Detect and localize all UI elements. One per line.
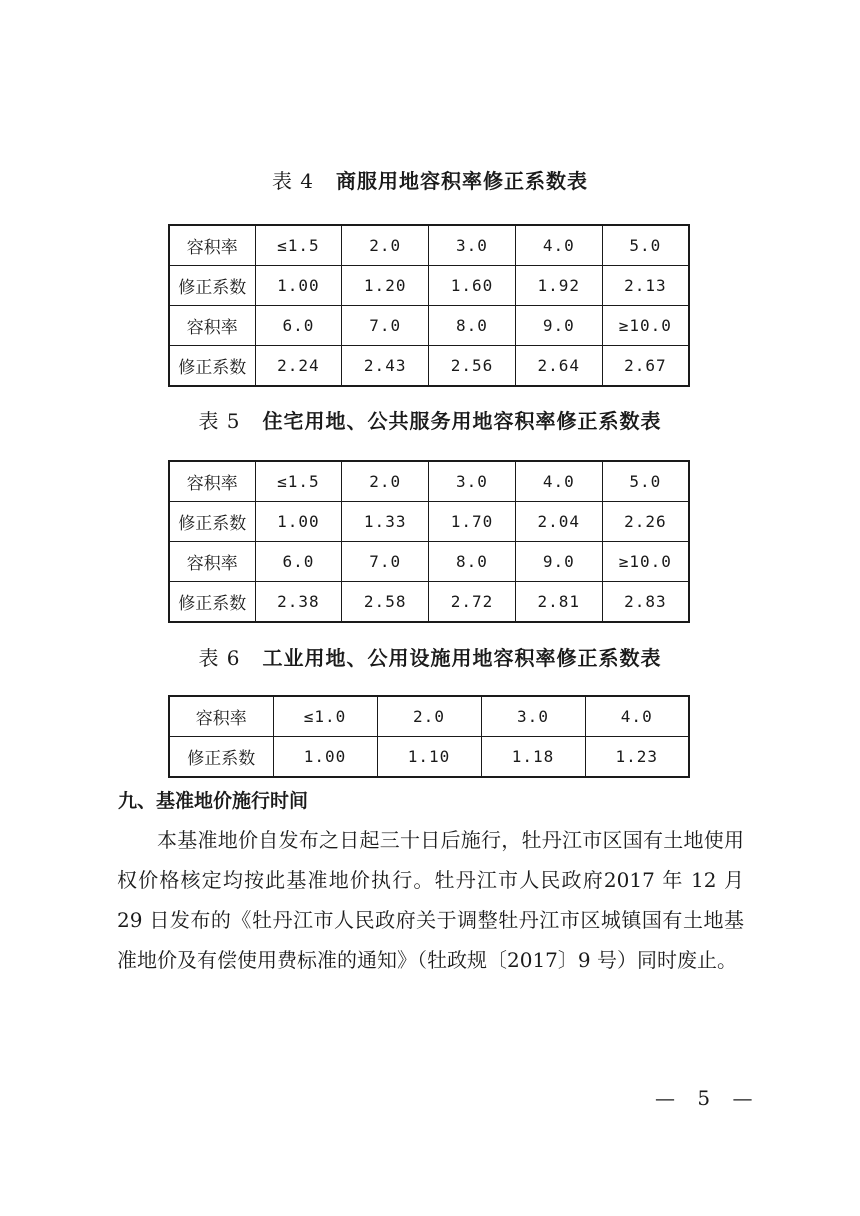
table-5-title: 住宅用地、公共服务用地容积率修正系数表: [262, 409, 662, 433]
table-cell: 1.60: [429, 266, 516, 306]
table-6: [168, 695, 690, 778]
table-row: [169, 542, 689, 582]
table-row: [169, 737, 689, 778]
table-cell: 2.0: [377, 696, 481, 737]
table-cell: 9.0: [515, 542, 602, 582]
table-4-number: 表 4: [271, 169, 315, 193]
table-cell: ≥10.0: [602, 306, 689, 346]
table-cell: 6.0: [255, 542, 342, 582]
table-row: [169, 502, 689, 542]
table-cell: 2.24: [255, 346, 342, 387]
table-cell: 1.00: [273, 737, 377, 778]
table-cell: 1.33: [342, 502, 429, 542]
table-cell: 5.0: [602, 461, 689, 502]
row-label: 容积率: [169, 696, 273, 737]
table-cell: ≤1.5: [255, 461, 342, 502]
table-cell: 2.64: [515, 346, 602, 387]
table-cell: 1.23: [585, 737, 689, 778]
table-cell: 5.0: [602, 225, 689, 266]
table-row: [169, 225, 689, 266]
table-cell: 4.0: [515, 225, 602, 266]
row-label: 修正系数: [169, 582, 255, 623]
table-cell: 1.18: [481, 737, 585, 778]
table-cell: 2.0: [342, 225, 429, 266]
table-row: [169, 346, 689, 387]
table-row: [169, 306, 689, 346]
page-number: — 5 —: [655, 1086, 761, 1110]
section-heading: 九、基准地价施行时间: [118, 790, 309, 812]
table-cell: 2.56: [429, 346, 516, 387]
table-cell: 2.58: [342, 582, 429, 623]
table-cell: 2.04: [515, 502, 602, 542]
table-cell: 1.00: [255, 266, 342, 306]
table-row: [169, 266, 689, 306]
table-6-title: 工业用地、公用设施用地容积率修正系数表: [262, 646, 662, 670]
table-4-caption: [0, 166, 860, 196]
row-label: 修正系数: [169, 502, 255, 542]
table-cell: 9.0: [515, 306, 602, 346]
table-cell: ≤1.0: [273, 696, 377, 737]
table-cell: 1.00: [255, 502, 342, 542]
table-row: [169, 696, 689, 737]
table-cell: 2.26: [602, 502, 689, 542]
table-cell: 2.38: [255, 582, 342, 623]
table-cell: 6.0: [255, 306, 342, 346]
table-cell: 1.92: [515, 266, 602, 306]
table-cell: 7.0: [342, 542, 429, 582]
table-row: [169, 461, 689, 502]
row-label: 修正系数: [169, 737, 273, 778]
table-4: [168, 224, 690, 387]
table-cell: 2.0: [342, 461, 429, 502]
table-cell: 8.0: [429, 306, 516, 346]
table-6-caption: [0, 643, 860, 673]
table-cell: 4.0: [515, 461, 602, 502]
row-label: 容积率: [169, 225, 255, 266]
table-5-caption: [0, 406, 860, 436]
table-5-number: 表 5: [198, 409, 241, 433]
row-label: 修正系数: [169, 346, 255, 387]
section-paragraph: 本基准地价自发布之日起三十日后施行，牡丹江市区国有土地使用权价格核定均按此基准地价执行。牡丹江市人民政府2017 年 12 月 29 日发布的《牡丹江市人民政府关于调整牡丹江市区城镇国有土地基准地价及有偿使用费标准的通知》（牡政规〔2017〕9 号）同时废止。: [117, 828, 744, 972]
row-label: 修正系数: [169, 266, 255, 306]
table-cell: 1.10: [377, 737, 481, 778]
table-cell: 7.0: [342, 306, 429, 346]
table-cell: 3.0: [481, 696, 585, 737]
table-cell: 2.13: [602, 266, 689, 306]
table-cell: 3.0: [429, 461, 516, 502]
table-cell: ≥10.0: [602, 542, 689, 582]
table-cell: ≤1.5: [255, 225, 342, 266]
section-body: [117, 820, 744, 980]
table-4-title: 商服用地容积率修正系数表: [336, 169, 589, 193]
row-label: 容积率: [169, 461, 255, 502]
table-row: [169, 582, 689, 623]
table-cell: 3.0: [429, 225, 516, 266]
table-cell: 1.20: [342, 266, 429, 306]
table-cell: 2.43: [342, 346, 429, 387]
row-label: 容积率: [169, 306, 255, 346]
table-cell: 4.0: [585, 696, 689, 737]
table-6-number: 表 6: [198, 646, 241, 670]
table-cell: 8.0: [429, 542, 516, 582]
table-cell: 1.70: [429, 502, 516, 542]
table-cell: 2.67: [602, 346, 689, 387]
table-cell: 2.81: [515, 582, 602, 623]
table-5: [168, 460, 690, 623]
table-cell: 2.72: [429, 582, 516, 623]
row-label: 容积率: [169, 542, 255, 582]
table-cell: 2.83: [602, 582, 689, 623]
